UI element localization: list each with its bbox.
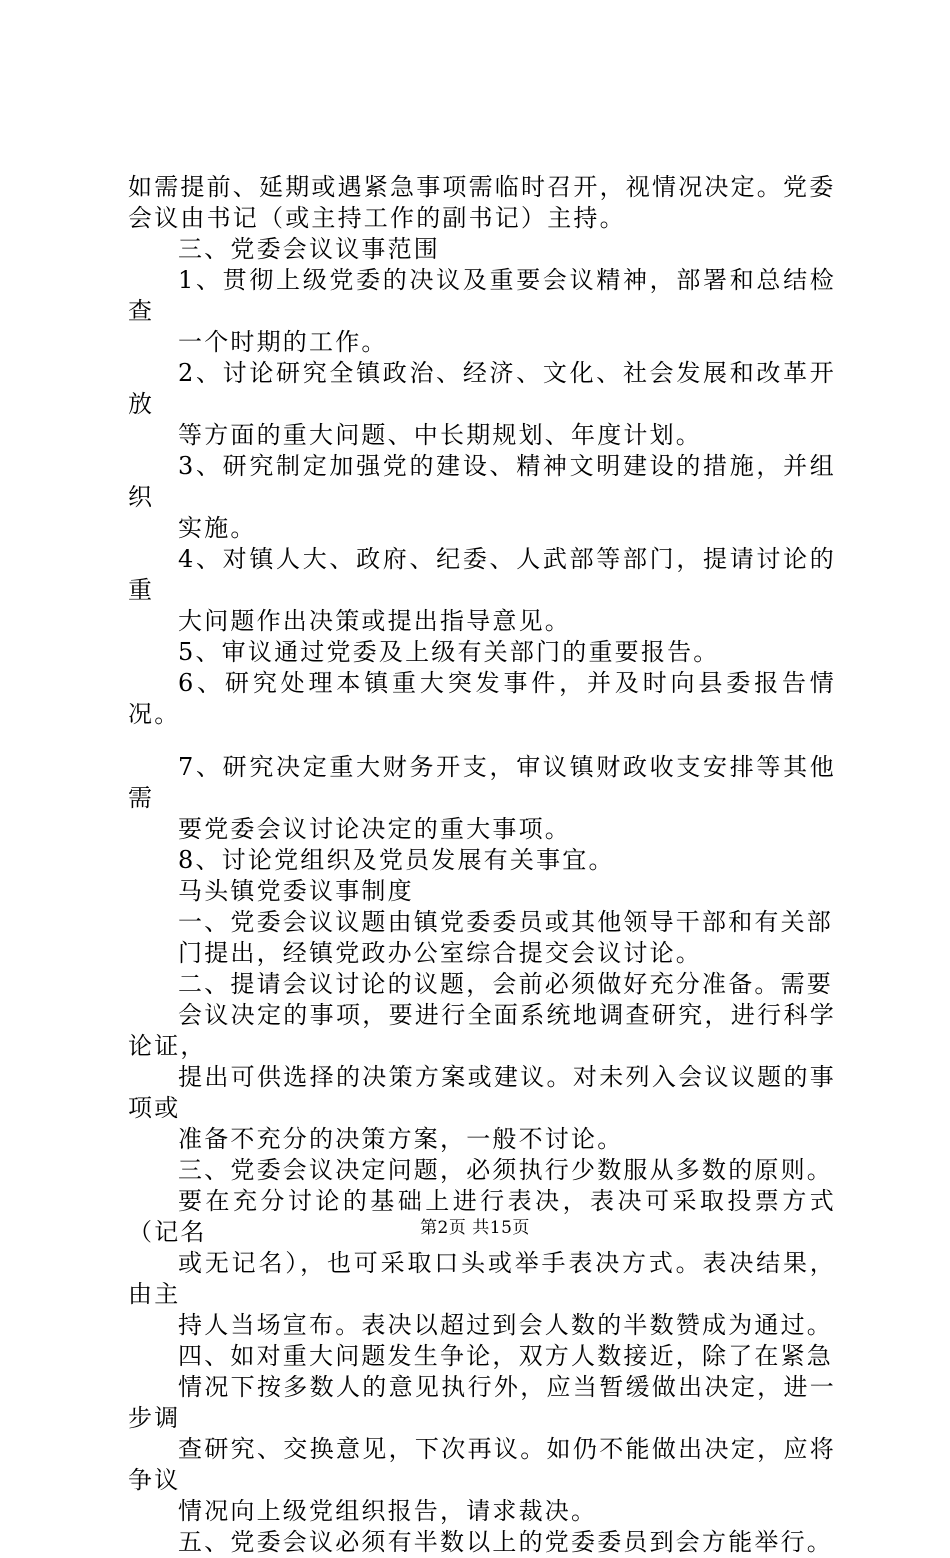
text-line: 情况下按多数人的意见执行外，应当暂缓做出决定，进一步调 — [128, 1373, 836, 1432]
section-heading-scope — [128, 234, 836, 265]
text-line: 五、党委会议必须有半数以上的党委委员到会方能举行。 — [178, 1528, 833, 1556]
text-line: 会议由书记（或主持工作的副书记）主持。 — [128, 204, 626, 232]
text-line: 三、党委会议议事范围 — [178, 235, 440, 263]
text-line: 查研究、交换意见，下次再议。如仍不能做出决定，应将争议 — [128, 1435, 836, 1494]
text-line: 4、对镇人大、政府、纪委、人武部等部门，提请讨论的重 — [128, 545, 836, 604]
text-line: 如需提前、延期或遇紧急事项需临时召开，视情况决定。党委 — [128, 173, 836, 201]
text-line: 2、讨论研究全镇政治、经济、文化、社会发展和改革开放 — [128, 359, 836, 418]
text-line: 1、贯彻上级党委的决议及重要会议精神，部署和总结检查 — [128, 266, 836, 325]
paragraph-meeting-convening — [128, 172, 836, 234]
text-line: 大问题作出决策或提出指导意见。 — [178, 607, 571, 635]
text-line: 准备不充分的决策方案，一般不讨论。 — [178, 1125, 624, 1153]
text-line: 5、审议通过党委及上级有关部门的重要报告。 — [178, 638, 720, 666]
rule-5 — [128, 1527, 836, 1558]
text-line: 要在充分讨论的基础上进行表决，表决可采取投票方式（记名 — [128, 1187, 836, 1246]
text-line: 提出可供选择的决策方案或建议。对未列入会议议题的事项或 — [128, 1063, 836, 1122]
text-line: 会议决定的事项，要进行全面系统地调查研究，进行科学论证， — [128, 1001, 836, 1060]
rule-1 — [128, 907, 836, 969]
list-item-5 — [128, 637, 836, 668]
text-line: 6、研究处理本镇重大突发事件，并及时向县委报告情况。 — [128, 669, 836, 728]
text-line: 四、如对重大问题发生争论，双方人数接近，除了在紧急 — [178, 1342, 833, 1370]
text-line: 一个时期的工作。 — [178, 328, 388, 356]
list-item-6 — [128, 668, 836, 730]
text-line: 3、研究制定加强党的建设、精神文明建设的措施，并组织 — [128, 452, 836, 511]
list-item-7 — [128, 752, 836, 845]
text-line: 三、党委会议决定问题，必须执行少数服从多数的原则。 — [178, 1156, 833, 1184]
list-item-3 — [128, 451, 836, 544]
text-line: 实施。 — [178, 514, 257, 542]
rule-2 — [128, 969, 836, 1155]
list-item-4 — [128, 544, 836, 637]
text-line: 要党委会议讨论决定的重大事项。 — [178, 815, 571, 843]
text-line: 一、党委会议议题由镇党委委员或其他领导干部和有关部 — [178, 908, 833, 936]
rule-4 — [128, 1341, 836, 1527]
text-line: 门提出，经镇党政办公室综合提交会议讨论。 — [178, 939, 702, 967]
list-item-2 — [128, 358, 836, 451]
section-title-rules — [128, 876, 836, 907]
text-line: 8、讨论党组织及党员发展有关事宜。 — [178, 846, 615, 874]
text-line: 持人当场宣布。表决以超过到会人数的半数赞成为通过。 — [178, 1311, 833, 1339]
page-number-footer: 第2页 共15页 — [420, 1218, 530, 1238]
text-line: 或无记名），也可采取口头或举手表决方式。表决结果，由主 — [128, 1249, 836, 1308]
document-body — [128, 172, 836, 1558]
paragraph-gap — [128, 730, 836, 752]
text-line: 等方面的重大问题、中长期规划、年度计划。 — [178, 421, 702, 449]
rule-3 — [128, 1155, 836, 1341]
text-line: 二、提请会议讨论的议题，会前必须做好充分准备。需要 — [178, 970, 833, 998]
list-item-8 — [128, 845, 836, 876]
list-item-1 — [128, 265, 836, 358]
text-line: 情况向上级党组织报告，请求裁决。 — [178, 1497, 598, 1525]
text-line: 马头镇党委议事制度 — [178, 877, 414, 905]
text-line: 7、研究决定重大财务开支，审议镇财政收支安排等其他需 — [128, 753, 836, 812]
